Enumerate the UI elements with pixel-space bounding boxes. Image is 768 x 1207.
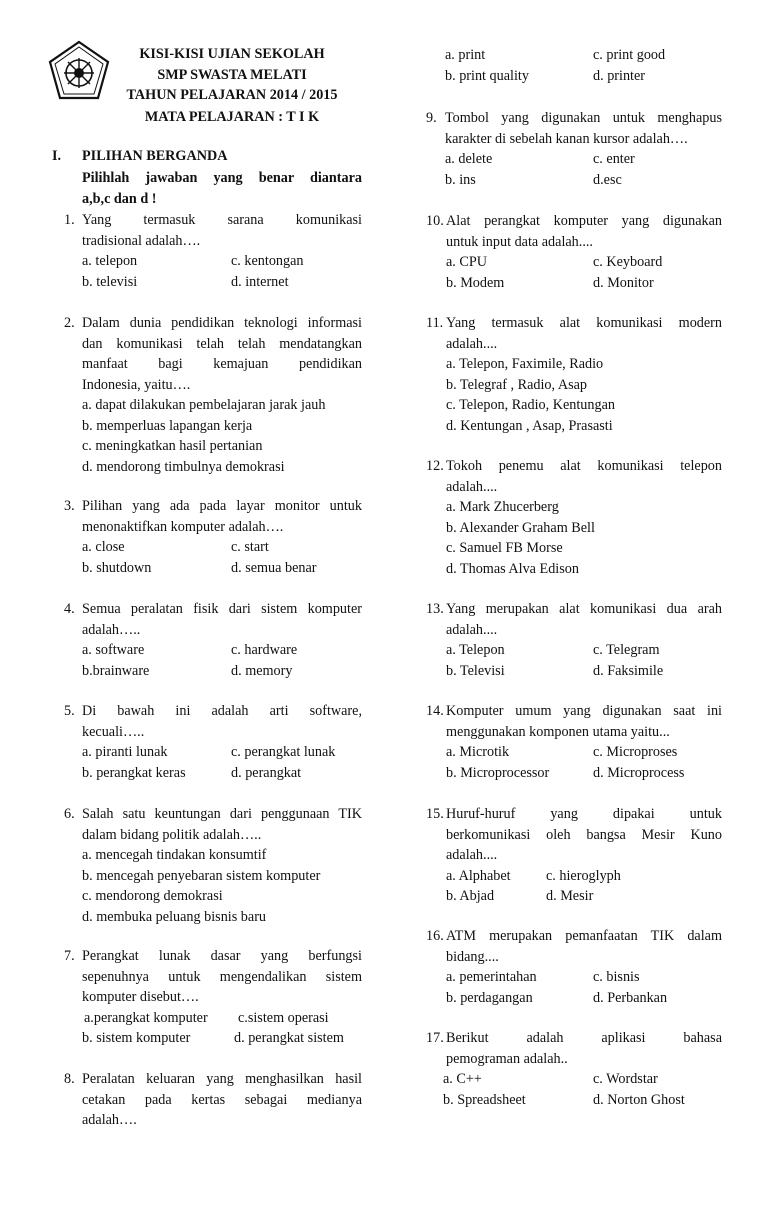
header-line-4: MATA PELAJARAN : T I K: [144, 109, 320, 125]
question-text-line: kecuali…..: [82, 723, 145, 740]
answer-option: d. Perbankan: [593, 989, 668, 1006]
question-number: 7.: [64, 948, 75, 964]
answer-option: d. printer: [593, 67, 646, 84]
question-text-line: berkomunikasi oleh bangsa Mesir Kuno: [446, 826, 722, 843]
question-text-line: adalah....: [446, 335, 498, 352]
answer-option: a. delete: [445, 151, 493, 167]
question-number: 11.: [426, 315, 444, 331]
answer-option: c. kentongan: [231, 253, 304, 269]
question-number: 9.: [426, 110, 437, 126]
question-text-line: Perangkat lunak dasar yang berfungsi: [82, 948, 362, 964]
question-text-line: karakter di sebelah kanan kursor adalah….: [445, 130, 688, 147]
section-heading: [52, 148, 227, 165]
answer-option: a. software: [82, 642, 145, 658]
answer-option: b. Abjad: [446, 888, 495, 904]
answer-option: b. Alexander Graham Bell: [446, 519, 595, 536]
answer-option: a. pemerintahan: [446, 969, 537, 985]
answer-option: c. mendorong demokrasi: [82, 888, 223, 904]
answer-option: a. piranti lunak: [82, 744, 168, 760]
answer-option: c. Wordstar: [593, 1071, 658, 1087]
question-text-line: Semua peralatan fisik dari sistem komputer: [82, 601, 362, 617]
answer-option: c. perangkat lunak: [231, 744, 336, 760]
answer-option: d. Thomas Alva Edison: [446, 560, 579, 577]
question-text-line: manfaat bagi kemajuan pendidikan: [82, 356, 362, 372]
answer-option: c. Telepon, Radio, Kentungan: [446, 397, 615, 413]
answer-option: d. memory: [231, 662, 293, 679]
answer-option: d. semua benar: [231, 559, 317, 576]
question-text-line: Alat perangkat komputer yang digunakan: [446, 213, 722, 229]
answer-option: d. perangkat: [231, 764, 302, 781]
question-text-line: Pilihan yang ada pada layar monitor untuk: [82, 498, 362, 514]
question-text-line: Salah satu keuntungan dari penggunaan TIK: [82, 806, 362, 822]
question-text-line: tradisional adalah….: [82, 232, 201, 249]
question-text-line: Indonesia, yaitu….: [82, 376, 191, 393]
question-text-line: Dalam dunia pendidikan teknologi informasi: [82, 315, 362, 331]
question-number: 2.: [64, 315, 75, 331]
answer-option: c. Keyboard: [593, 254, 663, 270]
question-number: 3.: [64, 498, 75, 514]
answer-option: b. Spreadsheet: [443, 1091, 526, 1108]
answer-option: b. Microprocessor: [446, 764, 550, 781]
question-number: 5.: [64, 703, 75, 719]
question-text-line: menggunakan komponen utama yaitu...: [446, 723, 670, 740]
answer-option: b. ins: [445, 171, 476, 188]
answer-option: b. perdagangan: [446, 989, 533, 1006]
question-text-line: dan komunikasi telah telah mendatangkan: [82, 335, 362, 352]
answer-option: c. Microproses: [593, 744, 678, 760]
question-number: 4.: [64, 601, 75, 617]
answer-option: d. internet: [231, 273, 289, 290]
answer-option: b. mencegah penyebaran sistem komputer: [82, 867, 321, 884]
answer-option: d. mendorong timbulnya demokrasi: [82, 458, 285, 475]
question-text-line: adalah….: [82, 1112, 137, 1128]
question-text-line: bidang....: [446, 948, 499, 965]
answer-option: a. C++: [443, 1071, 482, 1087]
answer-option: a. CPU: [446, 254, 487, 270]
answer-option: a.perangkat komputer: [84, 1009, 208, 1026]
answer-option: c. hieroglyph: [546, 867, 621, 884]
question-number: 15.: [426, 806, 444, 822]
answer-option: a. Microtik: [446, 744, 510, 760]
question-text-line: adalah....: [446, 621, 498, 638]
question-text-line: komputer disebut….: [82, 989, 199, 1005]
answer-option: b. memperluas lapangan kerja: [82, 417, 253, 434]
answer-option: d. membuka peluang bisnis baru: [82, 908, 267, 925]
question-number: 10.: [426, 213, 444, 229]
instruction: [82, 168, 362, 209]
answer-option: d. Kentungan , Asap, Prasasti: [446, 417, 613, 434]
header-line-1: KISI-KISI UJIAN SEKOLAH: [139, 46, 325, 62]
answer-option: b. Telegraf , Radio, Asap: [446, 376, 587, 393]
answer-option: b. shutdown: [82, 559, 152, 576]
question-text-line: ATM merupakan pemanfaatan TIK dalam: [446, 928, 722, 944]
answer-option: a. mencegah tindakan konsumtif: [82, 847, 267, 863]
answer-option: a. dapat dilakukan pembelajaran jarak jauh: [82, 397, 326, 413]
question-text-line: menonaktifkan komputer adalah….: [82, 518, 284, 535]
answer-option: a. Mark Zhucerberg: [446, 499, 559, 515]
question-number: 6.: [64, 806, 75, 822]
answer-option: d. Norton Ghost: [593, 1091, 685, 1108]
answer-option: a. close: [82, 539, 125, 555]
question-text-line: pemograman adalah..: [446, 1050, 568, 1067]
answer-option: c. print good: [593, 47, 666, 63]
answer-option: b. Televisi: [446, 662, 505, 679]
question-number: 13.: [426, 601, 444, 617]
answer-option: a. Telepon: [446, 642, 505, 658]
section-number: I.: [52, 148, 62, 164]
answer-option: c. meningkatkan hasil pertanian: [82, 438, 263, 454]
question-text-line: Yang termasuk sarana komunikasi: [82, 212, 362, 228]
question-text-line: Yang termasuk alat komunikasi modern: [446, 315, 722, 331]
answer-option: d.esc: [593, 171, 622, 188]
instruction-line-1: Pilihlah jawaban yang benar diantara: [82, 170, 362, 186]
header-line-3: TAHUN PELAJARAN 2014 / 2015: [126, 87, 338, 103]
answer-option: b.brainware: [82, 662, 150, 679]
question-number: 12.: [426, 458, 444, 474]
question-text-line: untuk input data adalah....: [446, 233, 593, 250]
question-number: 16.: [426, 928, 444, 944]
answer-option: a. telepon: [82, 253, 138, 269]
answer-option: b. sistem komputer: [82, 1030, 191, 1046]
answer-option: a. print: [445, 47, 486, 63]
question-text-line: Komputer umum yang digunakan saat ini: [446, 703, 722, 719]
question-text-line: Di bawah ini adalah arti software,: [82, 703, 362, 719]
answer-option: d. Faksimile: [593, 662, 664, 679]
answer-option: c. Telegram: [593, 642, 660, 658]
question-text-line: Huruf-huruf yang dipakai untuk: [446, 806, 722, 822]
answer-option: c. bisnis: [593, 969, 640, 985]
answer-option: c. start: [231, 539, 269, 555]
answer-option: d. perangkat sistem: [234, 1030, 344, 1046]
question-text-line: Tokoh penemu alat komunikasi telepon: [446, 458, 722, 474]
answer-option: c. Samuel FB Morse: [446, 540, 563, 556]
question-text-line: Peralatan keluaran yang menghasilkan hasil: [82, 1071, 362, 1087]
section-title: PILIHAN BERGANDA: [82, 148, 228, 164]
question-text-line: sepenuhnya untuk mengendalikan sistem: [82, 968, 362, 985]
answer-option: b. print quality: [445, 67, 529, 84]
answer-option: b. perangkat keras: [82, 764, 186, 781]
instruction-line-2: a,b,c dan d !: [82, 190, 157, 207]
answer-option: a. Alphabet: [446, 867, 511, 884]
question-number: 8.: [64, 1071, 75, 1087]
answer-option: c. hardware: [231, 642, 298, 658]
question-number: 17.: [426, 1030, 444, 1046]
answer-option: b. Modem: [446, 274, 505, 291]
question-text-line: adalah....: [446, 847, 498, 863]
question-text-line: Tombol yang digunakan untuk menghapus: [445, 110, 722, 126]
question-number: 1.: [64, 212, 75, 228]
answer-option: b. televisi: [82, 273, 138, 290]
question-text-line: adalah…..: [82, 621, 141, 638]
answer-option: d. Monitor: [593, 274, 654, 291]
question-text-line: Berikut adalah aplikasi bahasa: [446, 1030, 722, 1046]
question-number: 14.: [426, 703, 444, 719]
header-line-2: SMP SWASTA MELATI: [157, 66, 307, 83]
answer-option: a. Telepon, Faximile, Radio: [446, 356, 604, 372]
answer-option: c. enter: [593, 151, 635, 167]
question-text-line: cetakan pada kertas sebagai medianya: [82, 1091, 362, 1108]
question-text-line: adalah....: [446, 478, 498, 495]
answer-option: d. Microprocess: [593, 764, 685, 781]
answer-option: c.sistem operasi: [238, 1009, 329, 1026]
question-text-line: dalam bidang politik adalah…..: [82, 826, 262, 843]
question-text-line: Yang merupakan alat komunikasi dua arah: [446, 601, 722, 617]
answer-option: d. Mesir: [546, 888, 594, 904]
